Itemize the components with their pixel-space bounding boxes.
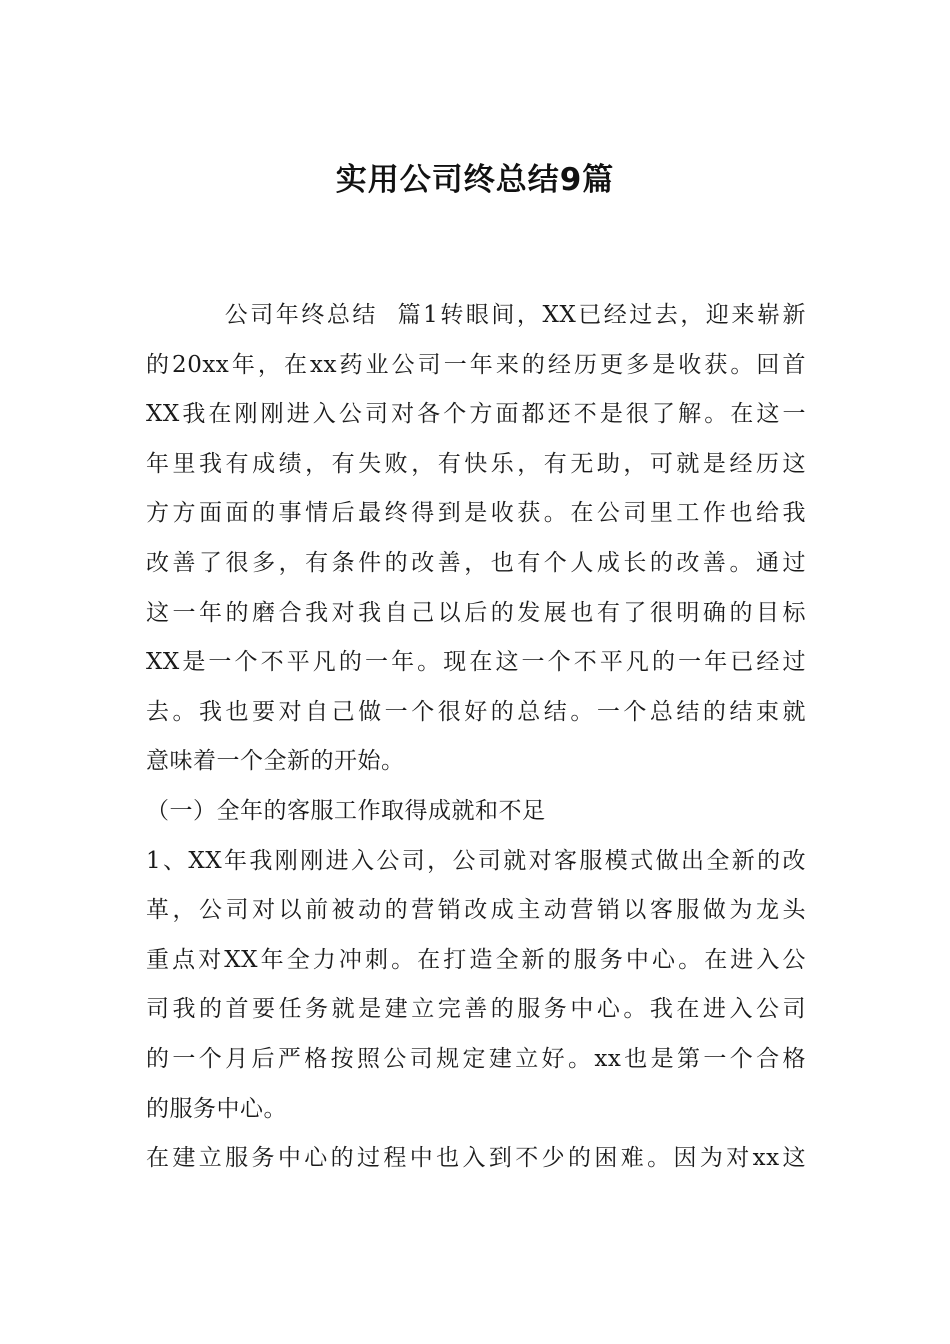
text-line: 改善了很多，有条件的改善，也有个人成长的改善。通过 bbox=[146, 549, 806, 576]
text-line: 在建立服务中心的过程中也入到不少的困难。因为对xx这 bbox=[146, 1145, 806, 1172]
text-line: 年里我有成绩，有失败，有快乐，有无助，可就是经历这 bbox=[146, 450, 806, 477]
text-line: 革，公司对以前被动的营销改成主动营销以客服做为龙头 bbox=[146, 897, 806, 924]
paragraph-service-center bbox=[146, 1134, 806, 1184]
text-line: 重点对XX年全力冲刺。在打造全新的服务中心。在进入公 bbox=[146, 946, 806, 973]
text-line: 的服务中心。 bbox=[146, 1095, 287, 1122]
text-line: 意味着一个全新的开始。 bbox=[146, 748, 405, 775]
document-body bbox=[146, 291, 806, 1184]
text-line: 1、XX年我刚刚进入公司，公司就对客服模式做出全新的改 bbox=[146, 847, 806, 874]
paragraph-item-1 bbox=[146, 837, 806, 1135]
text-line: 公司年终总结 篇1转眼间，XX已经过去，迎来崭新 bbox=[146, 302, 806, 328]
text-line: 的一个月后严格按照公司规定建立好。xx也是第一个合格 bbox=[146, 1045, 806, 1072]
text-line: 这一年的磨合我对我自己以后的发展也有了很明确的目标 bbox=[146, 599, 806, 626]
text-line: 司我的首要任务就是建立完善的服务中心。我在进入公司 bbox=[146, 996, 806, 1023]
document-title: 实用公司终总结9篇 bbox=[335, 162, 615, 198]
text-line: XX是一个不平凡的一年。现在这一个不平凡的一年已经过 bbox=[146, 649, 806, 676]
text-line: XX我在刚刚进入公司对各个方面都还不是很了解。在这一 bbox=[146, 401, 806, 428]
paragraph-intro bbox=[146, 291, 806, 787]
text-line: 方方面面的事情后最终得到是收获。在公司里工作也给我 bbox=[146, 500, 806, 527]
section-heading: （一）全年的客服工作取得成就和不足 bbox=[146, 797, 546, 824]
text-line: 去。我也要对自己做一个很好的总结。一个总结的结束就 bbox=[146, 698, 806, 725]
text-line: 的20xx年，在xx药业公司一年来的经历更多是收获。回首 bbox=[146, 351, 806, 378]
